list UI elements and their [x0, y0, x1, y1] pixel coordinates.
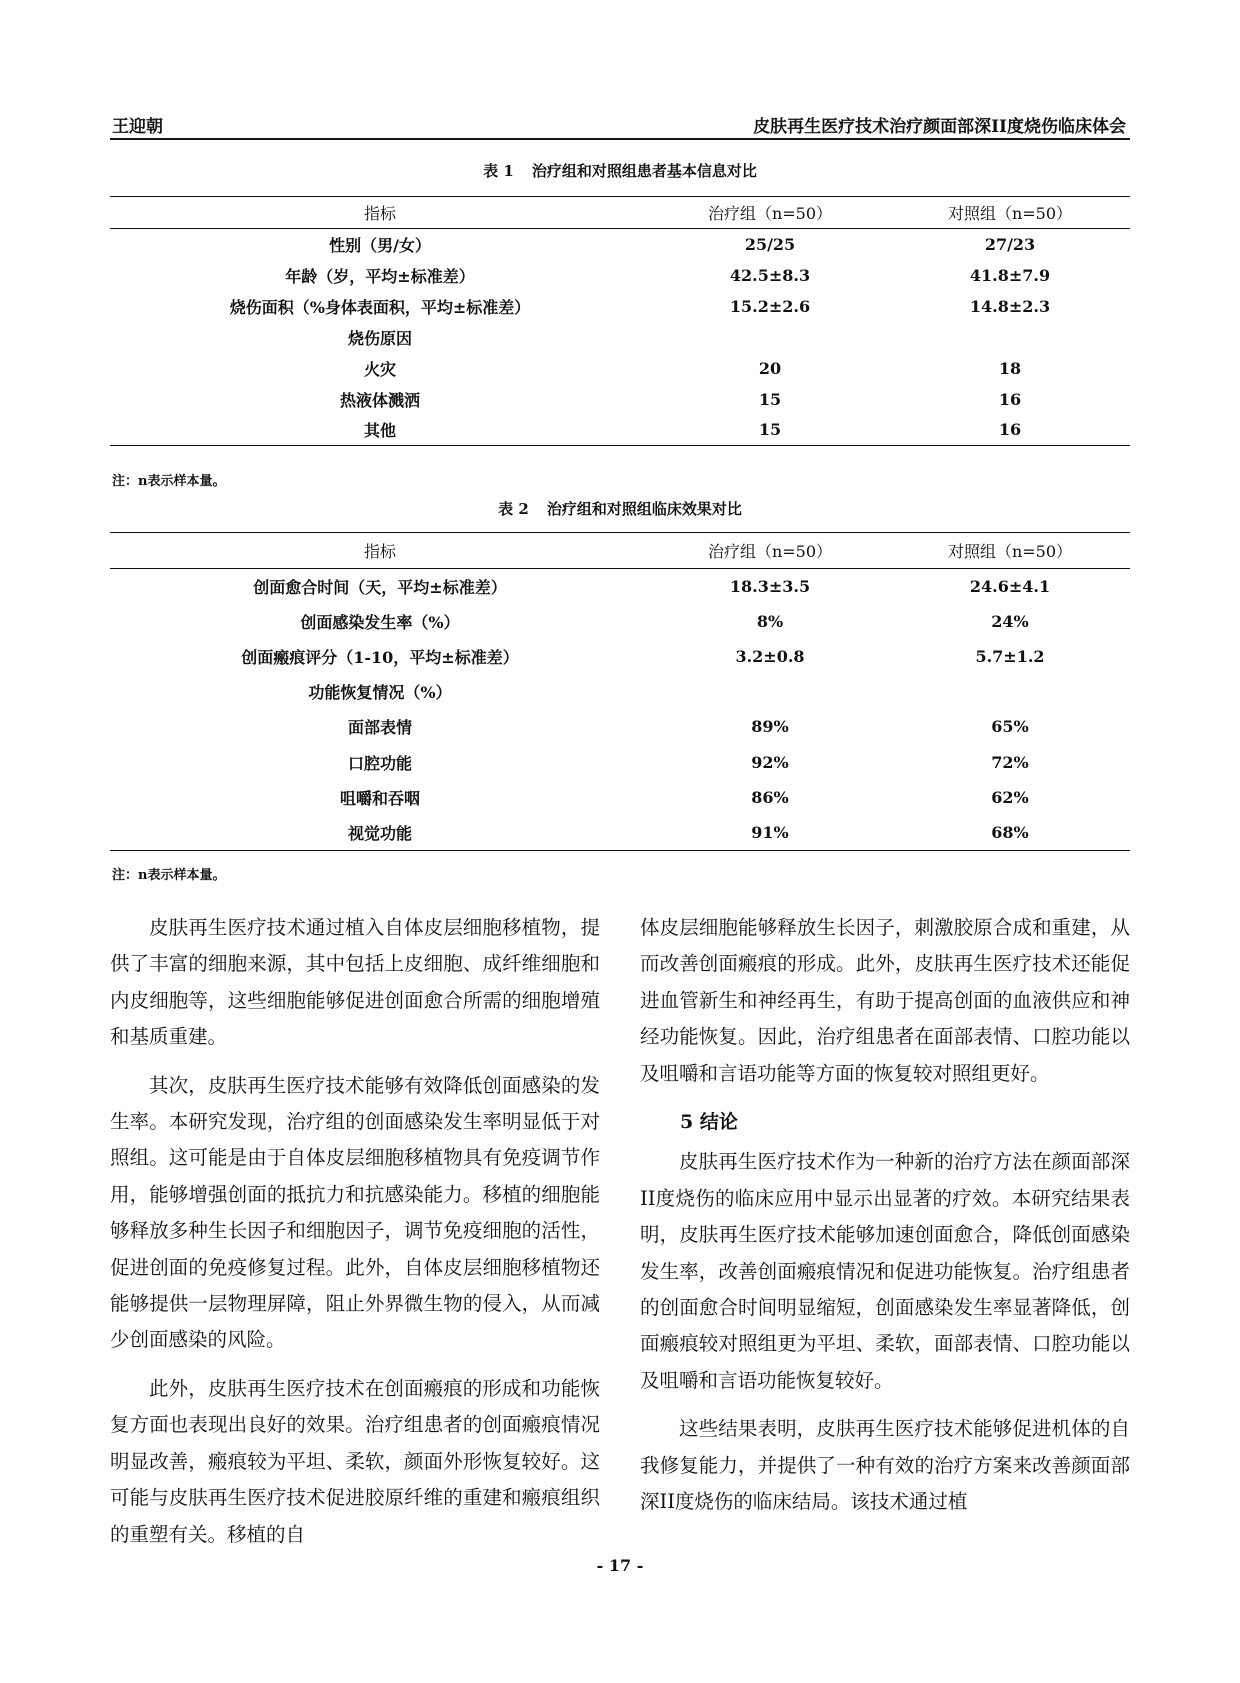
table-cell: 24.6±4.1 [969, 576, 1051, 596]
section-heading: 5 结论 [680, 1111, 738, 1134]
table-row [110, 780, 1130, 815]
table1-title: 治疗组和对照组患者基本信息对比 [531, 162, 757, 180]
table-row [110, 260, 1130, 291]
table2-number: 表 2 [498, 500, 529, 518]
table-cell: 65% [991, 717, 1029, 737]
table2-title: 治疗组和对照组临床效果对比 [546, 500, 742, 518]
table-cell: 年龄（岁，平均±标准差） [285, 266, 475, 286]
table-cell: 62% [991, 787, 1029, 807]
table-cell: 创面瘢痕评分（1-10，平均±标准差） [241, 647, 519, 667]
table-cell: 42.5±8.3 [729, 265, 811, 285]
body-paragraph: 皮肤再生医疗技术通过植入自体皮层细胞移植物，提供了丰富的细胞来源，其中包括上皮细胞、成纤维细胞和内皮细胞等，这些细胞能够促进创面愈合所需的细胞增殖和基质重建。 [110, 916, 600, 1049]
table-cell: 14.8±2.3 [969, 296, 1051, 316]
body-right-column [640, 910, 1130, 1533]
table-cell: 41.8±7.9 [969, 265, 1051, 285]
table-cell: 视觉功能 [347, 823, 412, 843]
table-row [110, 384, 1130, 415]
table-cell: 15.2±2.6 [729, 296, 811, 316]
table-cell: 创面愈合时间（天，平均±标准差） [253, 577, 507, 597]
header-running-title: 皮肤再生医疗技术治疗颜面部深II度烧伤临床体会 [753, 117, 1126, 137]
table2-col-header: 治疗组（n=50） [707, 542, 833, 561]
table-cell: 面部表情 [347, 718, 412, 738]
table-cell: 68% [991, 822, 1029, 842]
table-cell: 86% [751, 787, 789, 807]
table2 [110, 532, 1130, 851]
table-cell: 口腔功能 [347, 753, 412, 773]
table1-col-header: 对照组（n=50） [947, 204, 1073, 223]
table-cell: 3.2±0.8 [735, 646, 805, 666]
table-cell: 热液体溅洒 [339, 390, 420, 410]
table1-caption [110, 160, 1130, 181]
table-cell: 92% [751, 752, 789, 772]
table-cell [650, 674, 890, 709]
table-row [110, 353, 1130, 384]
table-cell: 8% [756, 611, 784, 631]
table-cell: 89% [751, 717, 789, 737]
table-row [110, 639, 1130, 674]
table-cell [890, 322, 1130, 353]
table-cell: 烧伤原因 [347, 328, 412, 348]
table-cell: 18 [998, 358, 1022, 378]
table-row [110, 815, 1130, 850]
table-row [110, 604, 1130, 639]
header-author: 王迎朝 [112, 117, 163, 137]
table1-note: 注：n表示样本量。 [112, 474, 226, 489]
table-row [110, 674, 1130, 709]
table2-col-header: 指标 [363, 542, 396, 561]
table-cell [890, 674, 1130, 709]
table1-col-header: 指标 [363, 204, 396, 223]
table2-note: 注：n表示样本量。 [112, 868, 226, 883]
running-header [110, 110, 1130, 140]
table-cell [650, 322, 890, 353]
table-cell: 91% [751, 822, 789, 842]
table-cell: 15 [758, 420, 782, 440]
table-cell: 25/25 [744, 234, 796, 254]
page-number: - 17 - [596, 1556, 644, 1575]
table-cell: 15 [758, 389, 782, 409]
table1-header-row [110, 197, 1130, 229]
table-cell: 火灾 [363, 359, 396, 379]
table-row [110, 229, 1130, 260]
table1 [110, 196, 1130, 446]
table-cell: 18.3±3.5 [729, 576, 811, 596]
table2-caption [110, 498, 1130, 519]
table-row [110, 569, 1130, 604]
table-cell: 烧伤面积（%身体表面积，平均±标准差） [229, 297, 531, 317]
body-paragraph: 这些结果表明，皮肤再生医疗技术能够促进机体的自我修复能力，并提供了一种有效的治疗方案来改善颜面部深II度烧伤的临床结局。该技术通过植 [640, 1417, 1130, 1514]
table-row [110, 291, 1130, 322]
body-paragraph: 皮肤再生医疗技术作为一种新的治疗方法在颜面部深II度烧伤的临床应用中显示出显著的疗效。本研究结果表明，皮肤再生医疗技术能够加速创面愈合，降低创面感染发生率，改善创面瘢痕情况和促进功能恢复。治疗组患者的创面愈合时间明显缩短，创面感染发生率显著降低，创面瘢痕较对照组更为平坦、柔软，面部表情、口腔功能以及咀嚼和言语功能恢复较好。 [640, 1150, 1130, 1392]
table2-col-header: 对照组（n=50） [947, 542, 1073, 561]
table-cell: 创面感染发生率（%） [300, 612, 460, 632]
table-row [110, 709, 1130, 744]
table-cell: 咀嚼和吞咽 [339, 788, 420, 808]
table-cell: 24% [991, 611, 1029, 631]
table-row [110, 744, 1130, 779]
table-cell: 其他 [363, 421, 396, 441]
table-cell: 16 [998, 420, 1022, 440]
table-cell: 20 [758, 358, 782, 378]
body-paragraph: 此外，皮肤再生医疗技术在创面瘢痕的形成和功能恢复方面也表现出良好的效果。治疗组患者的创面瘢痕情况明显改善，瘢痕较为平坦、柔软，颜面外形恢复较好。这可能与皮肤再生医疗技术促进胶原纤维的重建和瘢痕组织的重塑有关。移植的自 [110, 1376, 600, 1546]
table-cell: 性别（男/女） [329, 235, 431, 255]
table-row [110, 322, 1130, 353]
table-cell: 功能恢复情况（%） [308, 683, 452, 703]
body-left-column [110, 910, 600, 1565]
table-cell: 16 [998, 389, 1022, 409]
header-rule [110, 138, 1130, 140]
table-cell: 72% [991, 752, 1029, 772]
table-cell: 27/23 [984, 234, 1036, 254]
table2-header-row [110, 533, 1130, 569]
body-paragraph: 其次，皮肤再生医疗技术能够有效降低创面感染的发生率。本研究发现，治疗组的创面感染发生率明显低于对照组。这可能是由于自体皮层细胞移植物具有免疫调节作用，能够增强创面的抵抗力和抗感染能力。移植的细胞能够释放多种生长因子和细胞因子，调节免疫细胞的活性，促进创面的免疫修复过程。此外，自体皮层细胞移植物还能够提供一层物理屏障，阻止外界微生物的侵入，从而减少创面感染的风险。 [110, 1073, 600, 1352]
table1-number: 表 1 [483, 162, 514, 180]
table-cell: 5.7±1.2 [975, 646, 1045, 666]
table1-col-header: 治疗组（n=50） [707, 204, 833, 223]
table-row [110, 415, 1130, 446]
body-paragraph-continued: 体皮层细胞能够释放生长因子，刺激胶原合成和重建，从而改善创面瘢痕的形成。此外，皮肤再生医疗技术还能促进血管新生和神经再生，有助于提高创面的血液供应和神经功能恢复。因此，治疗组患者在面部表情、口腔功能以及咀嚼和言语功能等方面的恢复较对照组更好。 [640, 916, 1130, 1085]
